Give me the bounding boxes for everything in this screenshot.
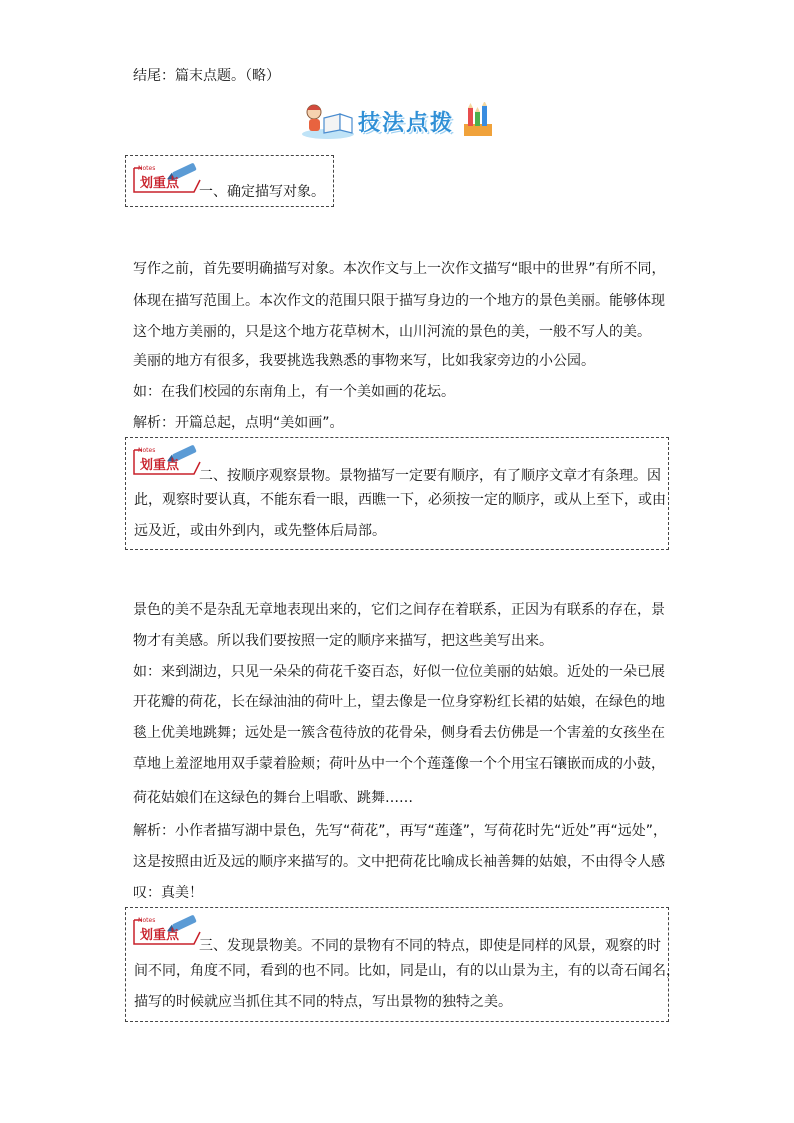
para1-line: 美丽的地方有很多，我要挑选我熟悉的事物来写，比如我家旁边的小公园。 [133, 353, 595, 369]
key-point-box-1 [125, 155, 334, 207]
section3-line: 间不同，角度不同，看到的也不同。比如，同是山，有的以山景为主，有的以奇石闻名， [134, 963, 680, 979]
badge-text: 划重点 [140, 458, 180, 473]
badge-text: 划重点 [140, 176, 180, 191]
section2-line: 远及近，或由外到内，或先整体后局部。 [134, 523, 386, 539]
para1-analysis: 解析：开篇总起，点明“美如画”。 [133, 415, 344, 431]
reading-child-icon [300, 100, 356, 140]
para2-example: 草地上羞涩地用双手蒙着脸颊；荷叶丛中一个个莲蓬像一个个用宝石镶嵌而成的小鼓， [133, 756, 665, 772]
key-point-badge [132, 160, 202, 196]
intro-line: 结尾：篇末点题。（略） [133, 68, 280, 84]
banner-title: 技法点拨 [358, 111, 455, 136]
para2-analysis: 叹：真美！ [133, 885, 203, 901]
para2-analysis: 解析：小作者描写湖中景色，先写“荷花”，再写“莲蓬”，写荷花时先“近处”再“远处”， [133, 823, 668, 839]
badge-small-text: Notes [138, 917, 156, 924]
para1-example: 如：在我们校园的东南角上，有一个美如画的花坛。 [133, 384, 455, 400]
badge-small-text: Notes [138, 165, 156, 172]
para2-line: 物才有美感。所以我们要按照一定的顺序来描写，把这些美写出来。 [133, 633, 553, 649]
section1-heading: 一、确定描写对象。 [199, 184, 325, 200]
key-point-badge [132, 912, 202, 948]
section-banner [300, 100, 500, 140]
pencils-icon [460, 102, 496, 138]
key-point-box-3 [125, 907, 680, 1022]
para2-analysis: 这是按照由近及远的顺序来描写的。文中把荷花比喻成长袖善舞的姑娘，不由得令人感 [133, 854, 665, 870]
badge-small-text: Notes [138, 447, 156, 454]
para2-example: 如：来到湖边，只见一朵朵的荷花千姿百态，好似一位位美丽的姑娘。近处的一朵已展 [133, 664, 665, 680]
badge-text: 划重点 [140, 928, 180, 943]
para2-line: 景色的美不是杂乱无章地表现出来的，它们之间存在着联系，正因为有联系的存在，景 [133, 602, 665, 618]
para2-example: 荷花姑娘们在这绿色的舞台上唱歌、跳舞…… [133, 790, 413, 806]
para2-example: 毯上优美地跳舞；远处是一簇含苞待放的花骨朵，侧身看去仿佛是一个害羞的女孩坐在 [133, 725, 665, 741]
para2-example: 开花瓣的荷花，长在绿油油的荷叶上，望去像是一位身穿粉红长裙的姑娘，在绿色的地 [133, 694, 665, 710]
section3-line: 描写的时候就应当抓住其不同的特点，写出景物的独特之美。 [134, 994, 512, 1010]
section2-line: 此，观察时要认真，不能东看一眼，西瞧一下，必须按一定的顺序，或从上至下，或由 [134, 492, 666, 508]
para1-line: 这个地方美丽的，只是这个地方花草树木，山川河流的景色的美，一般不写人的美。 [133, 324, 651, 340]
key-point-box-2 [125, 437, 669, 550]
key-point-badge [132, 442, 202, 478]
section3-line: 三、发现景物美。不同的景物有不同的特点，即使是同样的风景，观察的时 [199, 938, 661, 954]
para1-line: 体现在描写范围上。本次作文的范围只限于描写身边的一个地方的景色美丽。能够体现 [133, 293, 665, 309]
section2-line: 二、按顺序观察景物。景物描写一定要有顺序，有了顺序文章才有条理。因 [199, 468, 661, 484]
para1-line: 写作之前，首先要明确描写对象。本次作文与上一次作文描写“眼中的世界”有所不同， [133, 261, 666, 277]
